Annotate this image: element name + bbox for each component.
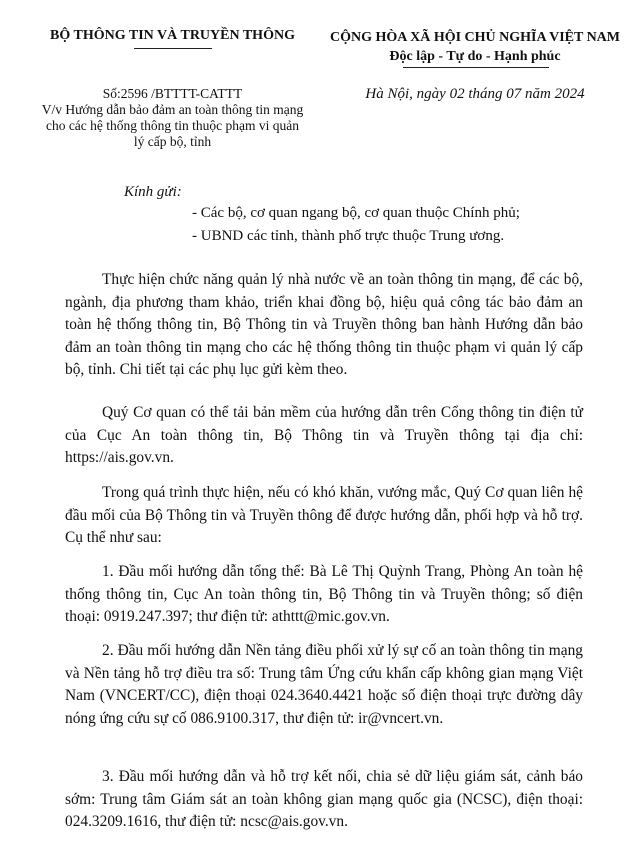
body-paragraph: Quý Cơ quan có thể tải bản mềm của hướng dẫn trên Cổng thông tin điện tử của Cục An toàn thông tin, Bộ Thông tin và Truyền thông tại địa chỉ: https://ais.gov.vn. xyxy=(65,404,583,467)
body-paragraph: Thực hiện chức năng quản lý nhà nước về an toàn thông tin mạng, để các bộ, ngành, địa phương tham khảo, triển khai đồng bộ, hiệu quả công tác bảo đảm an toàn hệ thống thông tin, Bộ Thông tin và Truyền thông ban hành Hướng dẫn bảo đảm an toàn thông tin mạng cho các hệ thống thông tin thuộc phạm vi quản lý cấp bộ, tỉnh. Chi tiết tại các phụ lục gửi kèm theo. xyxy=(65,271,583,379)
ministry-underline xyxy=(134,48,212,49)
ministry-name: BỘ THÔNG TIN VÀ TRUYỀN THÔNG xyxy=(50,28,295,43)
contact-item: 2. Đầu mối hướng dẫn Nền tảng điều phối xử lý sự cố an toàn thông tin mạng và Nền tảng hỗ trợ điều tra số: Trung tâm Ứng cứu khẩn cấp không gian mạng Việt Nam (VNCERT/CC), điện thoại 024.3640.4421 hoặc số điện thoại trực đường dây nóng ứng cứu sự cố 086.9100.317, thư điện tử: ir@vncert.vn. xyxy=(65,642,583,727)
document-number: Số:2596 /BTTTT-CATTT xyxy=(102,86,243,101)
national-motto: Độc lập - Tự do - Hạnh phúc xyxy=(389,49,561,64)
greeting-label: Kính gửi: xyxy=(124,184,182,200)
nation-name: CỘNG HÒA XÃ HỘI CHỦ NGHĨA VIỆT NAM xyxy=(329,30,620,45)
contact-item: 3. Đầu mối hướng dẫn và hỗ trợ kết nối, chia sẻ dữ liệu giám sát, cảnh báo sớm: Trung tâm Giám sát an toàn không gian mạng quốc gia (NCSC), điện thoại: 024.3209.1616, thư điện tử: ncsc@ais.gov.vn. xyxy=(65,768,583,831)
document-subject: V/v Hướng dẫn bảo đảm an toàn thông tin mạng cho các hệ thống thông tin thuộc phạm vi quản lý cấp bộ, tỉnh xyxy=(41,102,304,149)
document-date: Hà Nội, ngày 02 tháng 07 năm 2024 xyxy=(365,86,585,102)
national-title xyxy=(325,28,625,66)
recipient-provinces: - UBND các tỉnh, thành phố trực thuộc Trung ương. xyxy=(192,228,505,244)
contact-item: 1. Đầu mối hướng dẫn tổng thể: Bà Lê Thị Quỳnh Trang, Phòng An toàn hệ thống thông tin, Cục An toàn thông tin, Bộ Thông tin và Truyền thông; số điện thoại: 0919.247.397; thư điện tử: athttt@mic.gov.vn. xyxy=(65,563,583,626)
recipient-ministries: - Các bộ, cơ quan ngang bộ, cơ quan thuộc Chính phủ; xyxy=(192,205,520,221)
motto-underline xyxy=(403,67,549,68)
body-paragraph: Trong quá trình thực hiện, nếu có khó khăn, vướng mắc, Quý Cơ quan liên hệ đầu mối của Bộ Thông tin và Truyền thông để được hướng dẫn, phối hợp và hỗ trợ. Cụ thể như sau: xyxy=(65,484,583,547)
